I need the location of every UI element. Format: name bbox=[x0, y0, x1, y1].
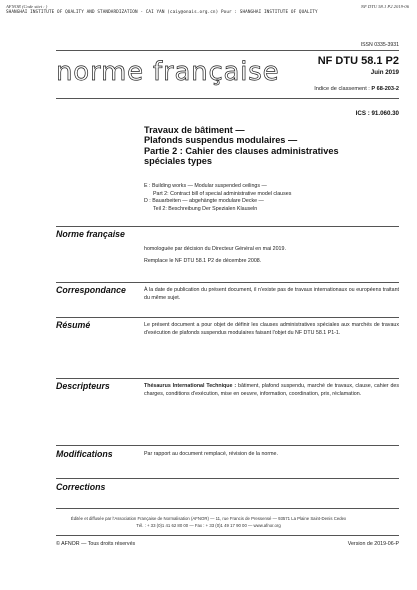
title-line: spéciales types bbox=[144, 155, 212, 166]
section-rule bbox=[56, 478, 399, 479]
modifications-text: Par rapport au document remplacé, révision de la norme. bbox=[144, 451, 278, 457]
document-date: Juin 2019 bbox=[370, 69, 399, 76]
classification-index bbox=[314, 86, 399, 92]
header-source-right: NF DTU 58.1 P2 2019-06 bbox=[360, 4, 409, 9]
section-label-norme: Norme française bbox=[56, 229, 125, 239]
correspondance-text: À la date de publication du présent document, il n'existe pas de travaux internationaux ou européens traitant du même sujet. bbox=[144, 287, 399, 301]
classification-index-value: P 68-203-2 bbox=[371, 86, 399, 92]
section-text-resume bbox=[144, 322, 399, 341]
descripteurs-keywords: bâtiment, plafond suspendu, marché de travaux, clause, cahier des charges, conditions d'exécution, mise en oeuvre, information, coordination, prix, réclamation. bbox=[144, 383, 399, 397]
document-number: NF DTU 58.1 P2 bbox=[317, 55, 399, 67]
section-text-descripteurs bbox=[144, 383, 399, 402]
german-title-1: D : Bauarbeiten — abgehängte modulare Decke — bbox=[144, 198, 264, 205]
title-translations bbox=[144, 183, 394, 213]
german-title-2: Teil 2: Beschreibung Der Spezialen Klauseln bbox=[153, 205, 258, 212]
norme-remplace: Remplace le NF DTU 58.1 P2 de décembre 2008. bbox=[144, 257, 262, 264]
section-rule bbox=[56, 317, 399, 318]
copyright: © AFNOR — Tous droits réservés bbox=[56, 541, 136, 547]
norme-francaise-logo: norme française bbox=[56, 57, 280, 87]
header-license-line: SHANGHAI INSTITUTE OF QUALITY AND STANDARDIZATION - CAI YAN (caiy@onais.org.cn) Pour : SHANGHAI INSTITUTE OF QUALITY bbox=[6, 10, 318, 15]
section-text-norme bbox=[144, 246, 399, 269]
issn: ISSN 0335-3931 bbox=[360, 42, 399, 48]
title-line: Partie 2 : Cahier des clauses administratives bbox=[144, 145, 339, 156]
publisher-contact: Tél. : + 33 (0)1 41 62 80 00 — Fax : + 33 (0)1 49 17 90 00 — www.afnor.org bbox=[136, 522, 281, 528]
section-text-modifications bbox=[144, 451, 399, 463]
section-label-modifications: Modifications bbox=[56, 449, 113, 459]
section-rule bbox=[56, 378, 399, 379]
classification-index-label: Indice de classement : bbox=[314, 86, 372, 92]
section-label-correspondance: Correspondance bbox=[56, 285, 126, 295]
footer-rule bbox=[56, 508, 399, 509]
publisher-info bbox=[0, 516, 417, 529]
section-rule bbox=[56, 445, 399, 446]
section-label-descripteurs: Descripteurs bbox=[56, 381, 110, 391]
document-title bbox=[144, 125, 394, 166]
section-text-correspondance bbox=[144, 287, 399, 306]
title-line: Plafonds suspendus modulaires — bbox=[144, 135, 298, 146]
english-title-2: Part 2: Contract bill of special administrative model clauses bbox=[153, 190, 292, 197]
header-source-left: AFNOR (Code sitet : ) bbox=[6, 4, 48, 9]
rule-under-index bbox=[56, 98, 399, 99]
section-rule bbox=[56, 282, 399, 283]
publisher-address: Éditée et diffusée par l'Association Française de Normalisation (AFNOR) — 11, rue Francis de Pressensé — 93571 La Plaine Saint-Denis Cedex bbox=[70, 516, 347, 521]
section-label-corrections: Corrections bbox=[56, 482, 106, 492]
norme-homologation: homologuée par décision du Directeur Général en mai 2019. bbox=[144, 246, 286, 252]
resume-text: Le présent document a pour objet de définir les clauses administratives spéciales aux marchés de travaux d'exécution de plafonds suspendus modulaires faisant l'objet du NF DTU 58.1 P1-1. bbox=[144, 322, 399, 336]
section-label-resume: Résumé bbox=[56, 320, 91, 330]
title-line: Travaux de bâtiment — bbox=[144, 125, 245, 135]
ics-code: ICS : 91.060.30 bbox=[355, 110, 399, 117]
version: Version de 2019-06-P bbox=[347, 541, 399, 547]
english-title-1: E : Building works — Modular suspended ceilings — bbox=[144, 183, 267, 189]
descripteurs-text bbox=[144, 383, 399, 398]
footer-rule-bottom bbox=[56, 535, 399, 536]
top-rule bbox=[56, 50, 399, 51]
thesaurus-label: Thésaurus International Technique : bbox=[144, 383, 239, 389]
section-rule bbox=[56, 226, 399, 227]
